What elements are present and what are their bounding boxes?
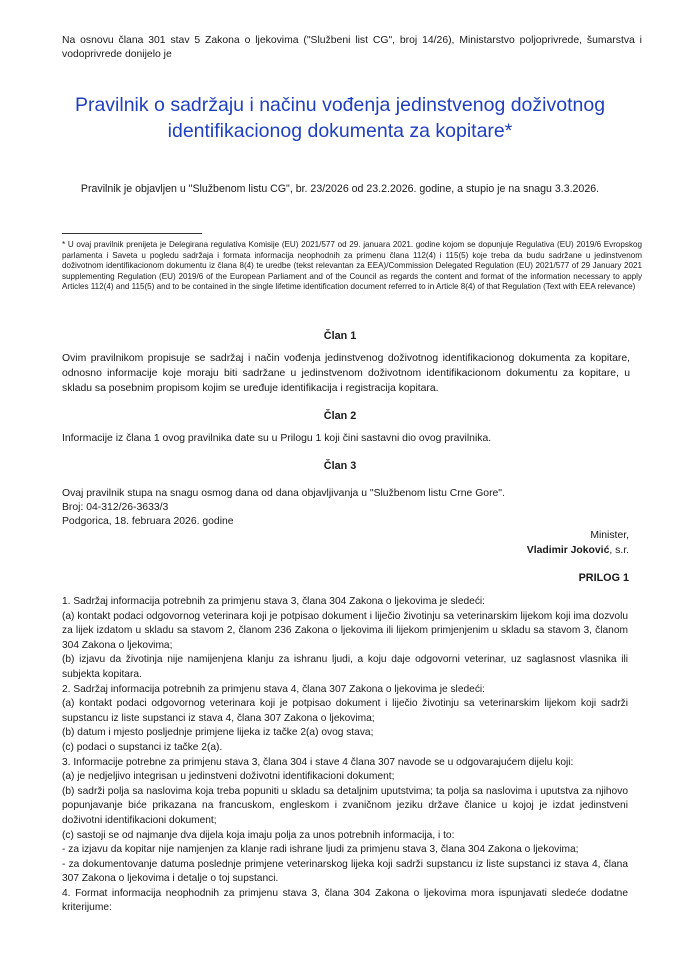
article-2-heading: Član 2 <box>323 410 357 422</box>
article-2-text: Informacije iz člana 1 ovog pravilnika date su u Prilogu 1 koji čini sastavni dio ovog pravilnika. <box>62 433 492 444</box>
annex-item: 3. Informacije potrebne za primjenu stava 3, člana 304 i stave 4 člana 307 navode se u odgovarajućem dijelu koji: <box>62 756 574 768</box>
minister-title: Minister, <box>590 530 629 541</box>
annex-item: (c) sastoji se od najmanje dva dijela koja imaju polja za unos potrebnih informacija, i to: <box>62 829 455 841</box>
article-1-text: Ovim pravilnikom propisuje se sadržaj i način vođenja jedinstvenog doživotnog identifikacionog dokumenta za kopitare, odnosno informacije koje moraju biti sadržane u jedinstvenom doživotnom identifikacionom dokumentu za kopitare, u skladu sa posebnim propisom kojim se uređuje identifikacija i registracija kopitara. <box>62 353 630 394</box>
minister-name: Vladimir Joković <box>526 545 610 556</box>
document-number: Broj: 04-312/26-3633/3 <box>62 502 169 513</box>
annex-item: (b) sadrži polja sa naslovima koja treba popuniti u skladu sa detaljnim uputstvima; ta polja sa naslovima i uputstva za njihovo popunjavanje biće prikazana na francuskom, engleskom i zvaničnom jeziku države članice u kojoj je izdat jedinstveni doživotni identifikacioni dokument; <box>62 785 628 826</box>
annex-heading: PRILOG 1 <box>578 572 629 584</box>
annex-item: - za izjavu da kopitar nije namjenjen za klanje radi ishrane ljudi za primjenu stava 3, člana 304 Zakona o ljekovima; <box>62 844 579 856</box>
annex-item: (b) izjavu da životinja nije namijenjena klanju za ishranu ljudi, a koju daje odgovorni veterinar, uz saglasnost vlasnika ili subjekta kopitara. <box>62 654 628 680</box>
title-line-2: identifikacionog dokumenta za kopitare* <box>167 120 513 142</box>
annex-item: 1. Sadržaj informacija potrebnih za primjenu stava 3, člana 304 Zakona o ljekovima je sledeći: <box>62 596 486 607</box>
annex-item: (a) kontakt podaci odgovornog veterinara koji je potpisao dokument i liječio životinju sa veterinarskim lijekom koji sadrži supstancu iz liste supstanci iz stava 4, člana 307 Zakona o ljekovima; <box>62 698 628 724</box>
footnote-divider <box>62 233 202 234</box>
annex-item: 2. Sadržaj informacija potrebnih za primjenu stava 4, člana 307 Zakona o ljekovima je sledeći: <box>62 683 486 695</box>
article-3-text: Ovaj pravilnik stupa na snagu osmog dana od dana objavljivanja u "Službenom listu Crne Gore". <box>62 488 505 499</box>
article-3-heading: Član 3 <box>323 460 357 472</box>
intro-text: Na osnovu člana 301 stav 5 Zakona o ljekovima ("Službeni list CG", broj 14/26), Ministarstvo poljoprivrede, šumarstva i vodoprivrede donijelo je <box>62 35 642 60</box>
annex-item: - za dokumentovanje datuma posledn‌je primjene veterinarskog lijeka koji sadrži supstancu iz liste supstanci iz stava 4, člana 307 Zakona o ljekovima i detalje o toj supstanci. <box>62 858 628 885</box>
annex-item: (a) kontakt podaci odgovornog veterinara koji je potpisao dokument i liječio životinju sa veterinarskim lijekom koji ima dozvolu za lijek izdatom u skladu sa stavom 2, članom 236 Zakona o ljekovima ili lijekom primjenjenim u skladu sa stavom 3, članom 304 Zakona o ljekovima; <box>62 610 628 651</box>
annex-item: (a) je nedjeljivo integrisan u jedinstveni doživotni identifikacioni dokument; <box>62 771 395 783</box>
place-date: Podgorica, 18. februara 2026. godine <box>62 516 234 527</box>
annex-item: (c) podaci o supstanci iz tačke 2(a). <box>62 741 223 753</box>
publication-note: Pravilnik je objavljen u "Službenom listu CG", br. 23/2026 od 23.2.2026. godine, a stupio je na snagu 3.3.2026. <box>80 183 600 195</box>
annex-item: (b) datum i mjesto posljednje primjene lijeka iz tačke 2(a) ovog stava; <box>62 727 374 739</box>
footnote: * U ovaj pravilnik prenijeta je Delegirana regulativa Komisije (EU) 2021/577 od 29. januara 2021. godine kojom se dopunjuje Regulativa (EU) 2019/6 Evropskog parlamenta i Saveta u pogledu sadržaja i formata informacija neophodnih za primenu člana 112(4) i 115(5) koje treba da budu sadržane u jedinstvenom doživotnom identifikacionom dokumentu iz člana 8(4) te uredbe (tekst relevantan za EEA)/Commission Delegated Regulation (EU) 2021/577 of 29 January 2021 supplementing Regulation (EU) 2019/6 of the European Parliament and of the Council as regards the content and format of the information necessary to apply Articles 112(4) and 115(5) and to be contained in the single lifetime identification document referred to in Article 8(4) of that Regulation (Text with EEA relevance) <box>62 240 642 292</box>
document-title <box>40 92 640 144</box>
title-line-1: Pravilnik o sadržaju i načinu vođenja jedinstvenog doživotnog <box>74 94 606 116</box>
article-1-heading: Član 1 <box>323 330 357 342</box>
minister-signature <box>527 545 629 556</box>
minister-suffix: , s.r. <box>609 545 629 556</box>
annex-body <box>62 595 628 916</box>
annex-item: 4. Format informacija neophodnih za primjenu stava 3, člana 304 Zakona o ljekovima mora ispunjavati sledeće dodatne kriterijume: <box>62 887 628 914</box>
